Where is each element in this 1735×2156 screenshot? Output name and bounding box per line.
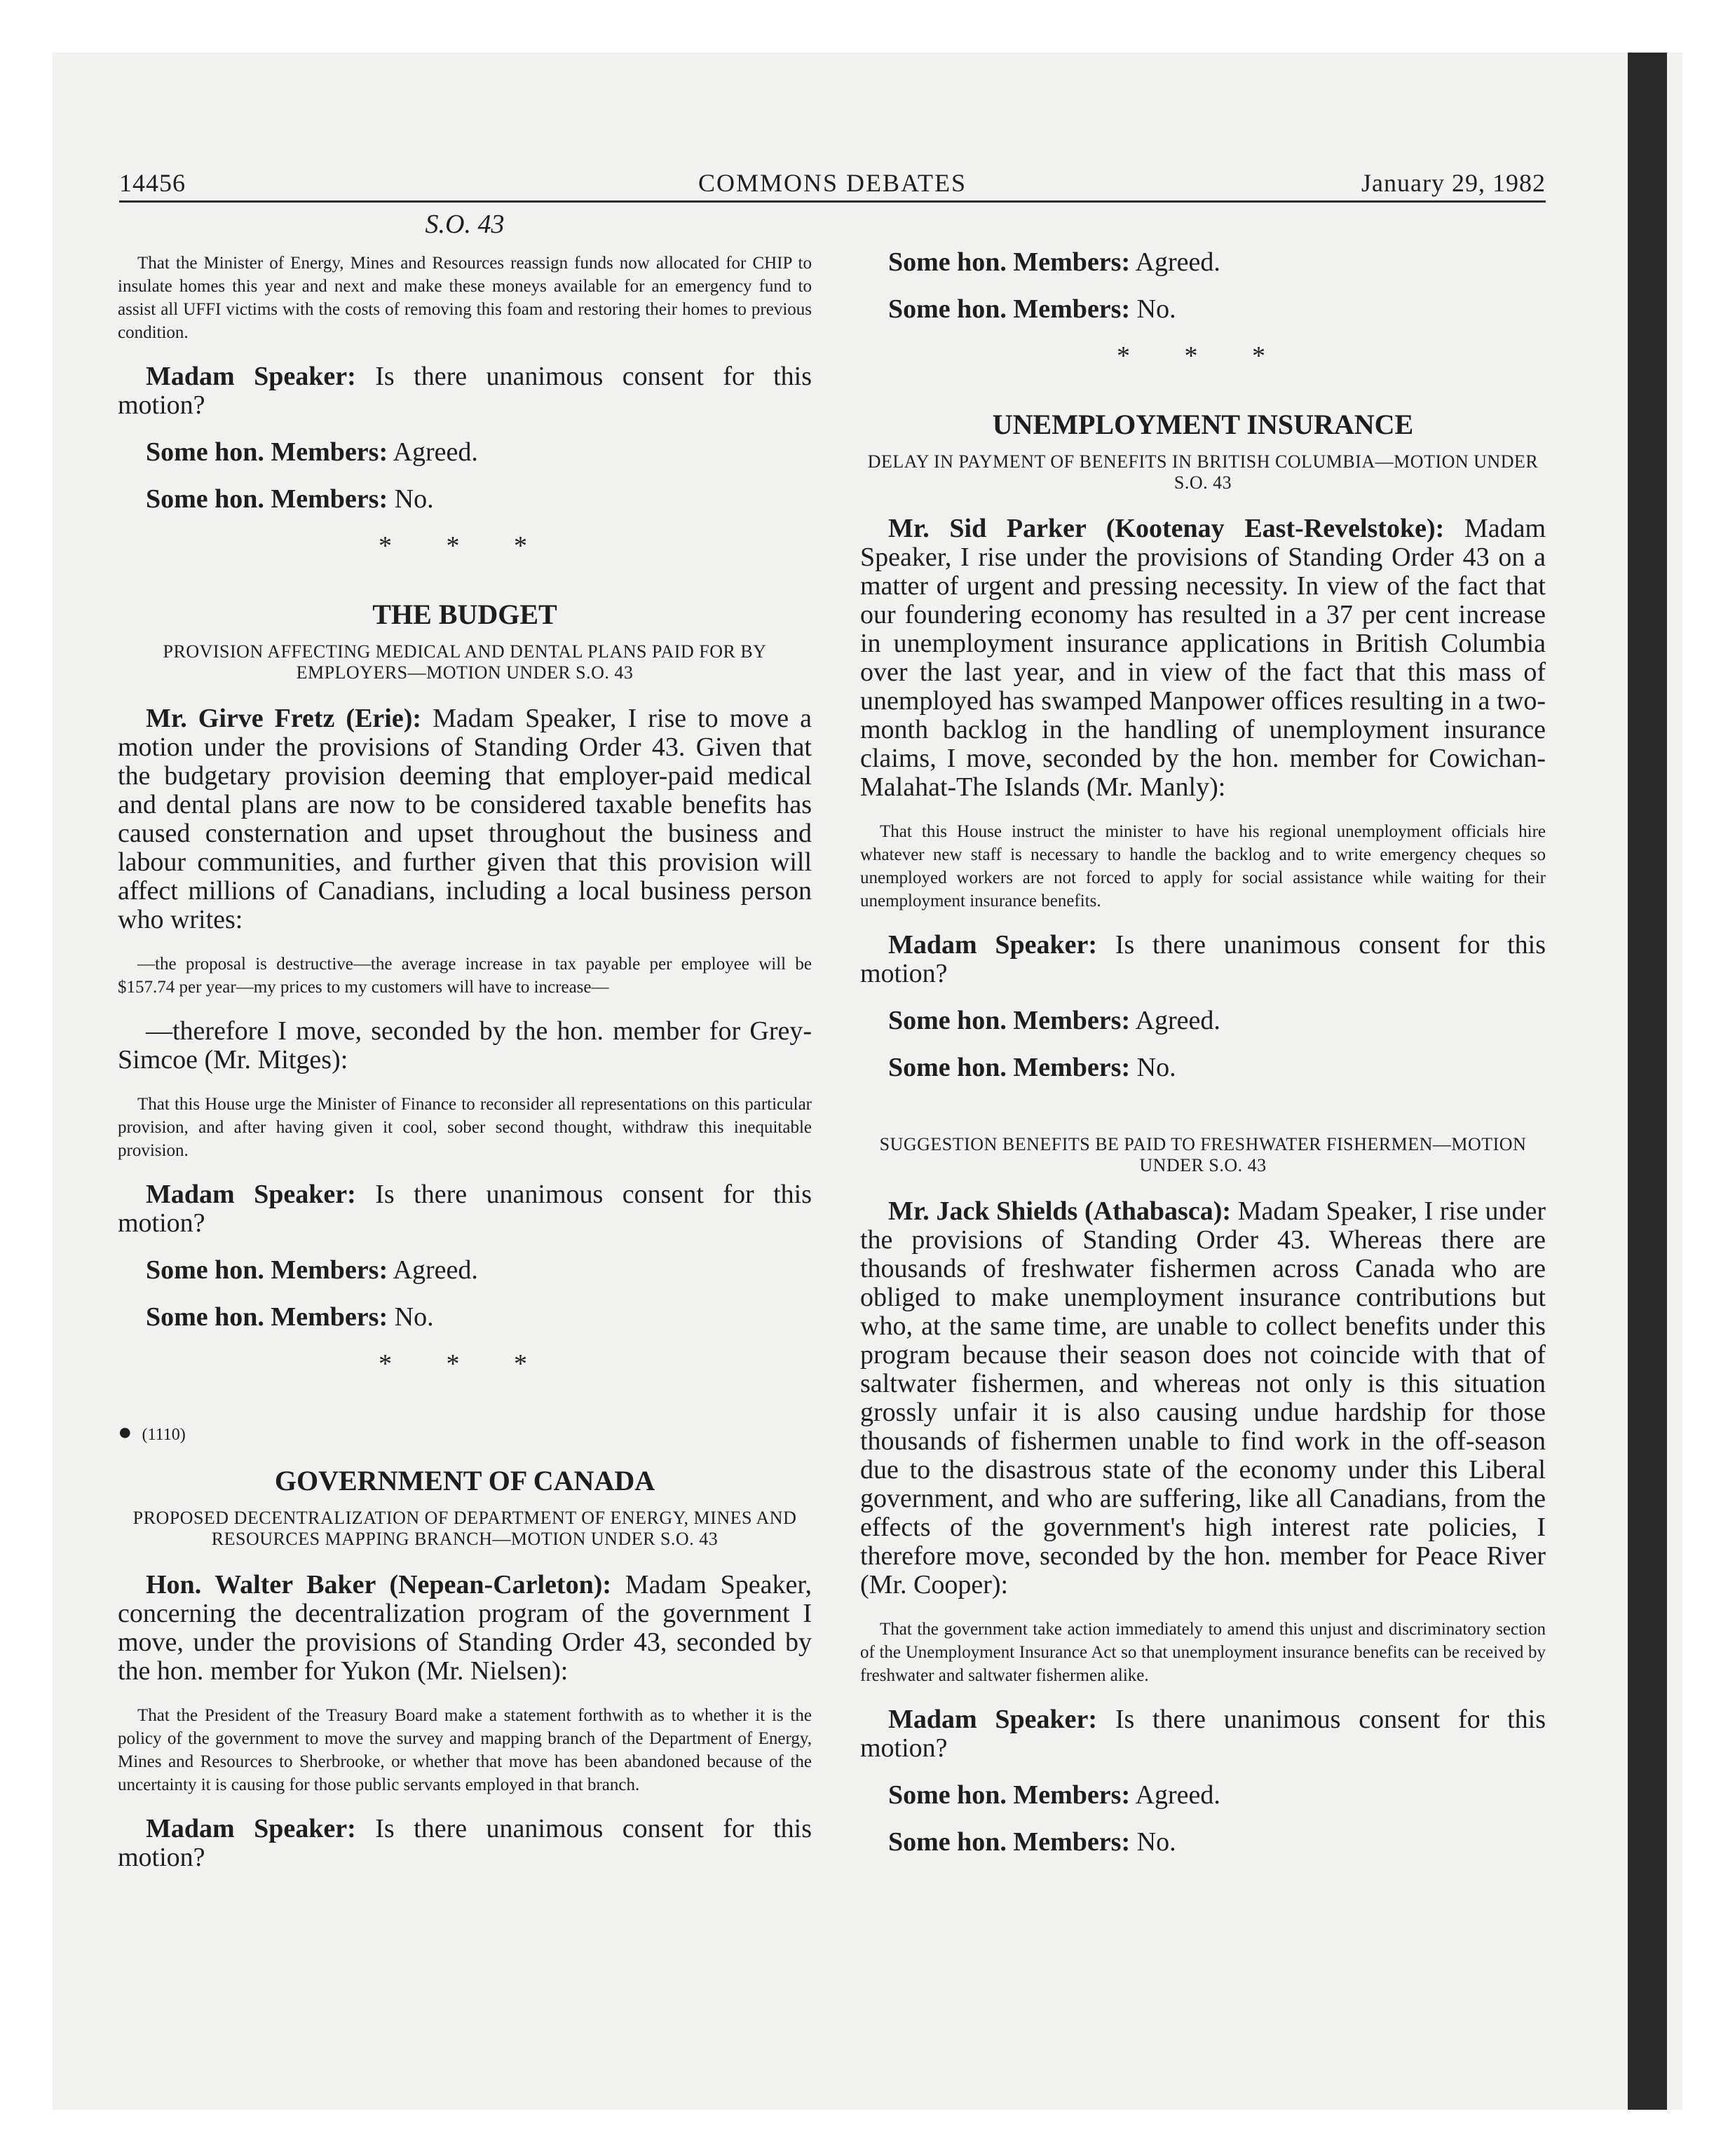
members-remark: No. — [394, 484, 434, 514]
speaker-remark: Is there unanimous consent for this motion? — [860, 930, 1546, 988]
section-divider-stars: * * * — [379, 531, 551, 561]
members-name: Some hon. Members: — [888, 1053, 1131, 1082]
speech-fretz — [118, 704, 812, 934]
members-name: Some hon. Members: — [888, 294, 1131, 324]
fretz-motion-text: That this House urge the Minister of Finance to reconsider all representations on this particular provision, and after having given it cool, sober second thought, withdraw this inequitable provision. — [118, 1095, 812, 1160]
members-line — [118, 485, 812, 514]
right-column — [860, 210, 1546, 1875]
members-name: Some hon. Members: — [146, 437, 388, 467]
speaker-remark: Is there unanimous consent for this motion? — [118, 1814, 812, 1872]
members-line — [860, 1007, 1546, 1035]
page-number: 14456 — [119, 169, 186, 197]
header-rule — [119, 200, 1546, 203]
speech-text: Madam Speaker, I rise under the provisions of Standing Order 43. Whereas there are thousands of freshwater fishermen across Canada who are obliged to make unemployment insurance contributions but who, at the same time, are unable to collect benefits under this program because their season does not coincide with that of saltwater fishermen, and whereas not only is this situation grossly unfair it is also causing undue hardship for those thousands of fishermen unable to find work in the off-season due to the disastrous state of the economy under this Liberal government, and who are suffering, like all Canadians, from the effects of the government's high interest rate policies, I therefore move, seconded by the hon. member for Peace River (Mr. Cooper): — [860, 1196, 1546, 1599]
members-remark: No. — [1136, 1827, 1176, 1857]
section-subheading-bc-benefits: DELAY IN PAYMENT OF BENEFITS IN BRITISH COLUMBIA—MOTION UNDER S.O. 43 — [867, 451, 1539, 493]
speech-text: Madam Speaker, I rise to move a motion under the provisions of Standing Order 43. Given that the budgetary provision deeming that employer-paid medical and dental plans are now to be considered taxable benefits has caused consternation and upset throughout the business and labour communities, and further given that this provision will affect millions of Canadians, including a local business person who writes: — [118, 704, 812, 934]
members-remark: Agreed. — [1135, 247, 1220, 277]
members-remark: Agreed. — [1135, 1006, 1220, 1035]
speech-text: Madam Speaker, concerning the decentralization program of the government I move, under the provisions of Standing Order 43, seconded by the hon. member for Yukon (Mr. Nielsen): — [118, 1570, 812, 1686]
publication-title: COMMONS DEBATES — [698, 169, 967, 197]
parker-motion-text: That this House instruct the minister to have his regional unemployment officials hire whatever new staff is necessary to handle the backlog and to write emergency cheques so unemployed workers are not forced to apply for social assistance while waiting for their unemployment insurance benefits. — [860, 822, 1546, 910]
section-heading-unemployment-insurance: UNEMPLOYMENT INSURANCE — [992, 409, 1414, 440]
members-remark: No. — [1136, 1053, 1176, 1082]
members-line — [118, 1256, 812, 1285]
speech-continuation: —therefore I move, seconded by the hon. member for Grey-Simcoe (Mr. Mitges): — [118, 1016, 812, 1074]
shields-motion-text: That the government take action immediately to amend this unjust and discriminatory section of the Unemployment Insurance Act so that unemployment insurance benefits can be received by freshwater and saltwater fishermen alike. — [860, 1620, 1546, 1685]
section-subheading-freshwater-fishermen: SUGGESTION BENEFITS BE PAID TO FRESHWATER FISHERMEN—MOTION UNDER S.O. 43 — [879, 1134, 1527, 1175]
members-remark: Agreed. — [393, 437, 478, 467]
bullet-icon: ● — [118, 1419, 132, 1445]
speaker-remark: Is there unanimous consent for this motion? — [118, 362, 812, 420]
section-subheading-mapping-branch: PROPOSED DECENTRALIZATION OF DEPARTMENT OF ENERGY, MINES AND RESOURCES MAPPING BRANCH—MOTION UNDER S.O. 43 — [132, 1508, 797, 1549]
members-line — [860, 295, 1546, 324]
speaker-name: Mr. Sid Parker (Kootenay East-Revelstoke): — [888, 514, 1445, 543]
standing-order-label: S.O. 43 — [425, 210, 505, 239]
members-line — [118, 1303, 812, 1332]
speaker-line — [118, 1180, 812, 1238]
section-heading-government: GOVERNMENT OF CANADA — [274, 1465, 655, 1496]
members-remark: No. — [394, 1302, 434, 1332]
running-header — [119, 165, 1546, 203]
quoted-letter: —the proposal is destructive—the average increase in tax payable per employee will be $157.74 per year—my prices to my customers will have to increase— — [118, 955, 812, 997]
scan-edge-shadow — [1628, 53, 1667, 2110]
members-name: Some hon. Members: — [888, 1006, 1131, 1035]
members-remark: Agreed. — [1135, 1780, 1220, 1810]
members-name: Some hon. Members: — [888, 1780, 1131, 1810]
members-name: Some hon. Members: — [146, 1302, 388, 1332]
speaker-name: Madam Speaker: — [146, 1814, 356, 1843]
speaker-remark: Is there unanimous consent for this motion? — [118, 1180, 812, 1238]
members-line — [860, 248, 1546, 277]
members-line — [118, 438, 812, 467]
speaker-name: Mr. Girve Fretz (Erie): — [146, 704, 422, 733]
members-name: Some hon. Members: — [888, 247, 1131, 277]
speaker-name: Madam Speaker: — [146, 362, 356, 391]
speaker-line — [118, 362, 812, 420]
speaker-name: Madam Speaker: — [888, 1705, 1098, 1734]
speaker-line — [860, 1705, 1546, 1763]
speaker-name: Madam Speaker: — [146, 1180, 356, 1209]
speech-text: Madam Speaker, I rise under the provisions of Standing Order 43 on a matter of urgent and pressing necessity. In view of the fact that our foundering economy has resulted in a 37 per cent increase in unemployment insurance applications in British Columbia over the last year, and in view of the fact that this mass of unemployed has swamped Manpower offices resulting in a two-month backlog in the handling of unemployment insurance claims, I move, seconded by the hon. member for Cowichan-Malahat-The Islands (Mr. Manly): — [860, 514, 1546, 802]
section-divider-stars: * * * — [379, 1349, 551, 1379]
time-marker — [118, 1418, 812, 1449]
speaker-name: Mr. Jack Shields (Athabasca): — [888, 1196, 1231, 1226]
left-column — [118, 210, 812, 1890]
chip-motion-text: That the Minister of Energy, Mines and Resources reassign funds now allocated for CHIP to insulate homes this year and next and make these moneys available for an emergency fund to assist all UFFI victims with the costs of removing this foam and restoring their homes to previous condition. — [118, 254, 812, 342]
speaker-name: Madam Speaker: — [888, 930, 1098, 960]
section-divider-stars: * * * — [1117, 341, 1289, 371]
baker-motion-text: That the President of the Treasury Board make a statement forthwith as to whether it is the policy of the government to move the survey and mapping branch of the Department of Energy, Mines and Resources to Sherbrooke, or whether that move has been abandoned because of the uncertainty it is causing for those public servants employed in that branch. — [118, 1706, 812, 1794]
members-name: Some hon. Members: — [146, 1255, 388, 1285]
members-remark: Agreed. — [393, 1255, 478, 1285]
speaker-line — [118, 1815, 812, 1872]
speech-shields — [860, 1197, 1546, 1599]
members-remark: No. — [1136, 294, 1176, 324]
section-subheading-medical-plans: PROVISION AFFECTING MEDICAL AND DENTAL PLANS PAID FOR BY EMPLOYERS—MOTION UNDER S.O. 43 — [163, 641, 767, 683]
time-marker-text: (1110) — [142, 1426, 186, 1444]
speaker-remark: Is there unanimous consent for this motion? — [860, 1705, 1546, 1763]
members-line — [860, 1828, 1546, 1857]
members-name: Some hon. Members: — [146, 484, 388, 514]
speaker-name: Hon. Walter Baker (Nepean-Carleton): — [146, 1570, 612, 1599]
publication-date: January 29, 1982 — [1361, 169, 1546, 197]
section-heading-budget: THE BUDGET — [372, 599, 557, 630]
speech-parker — [860, 514, 1546, 802]
members-line — [860, 1053, 1546, 1082]
members-line — [860, 1781, 1546, 1810]
speech-baker — [118, 1571, 812, 1686]
speaker-line — [860, 931, 1546, 988]
members-name: Some hon. Members: — [888, 1827, 1131, 1857]
